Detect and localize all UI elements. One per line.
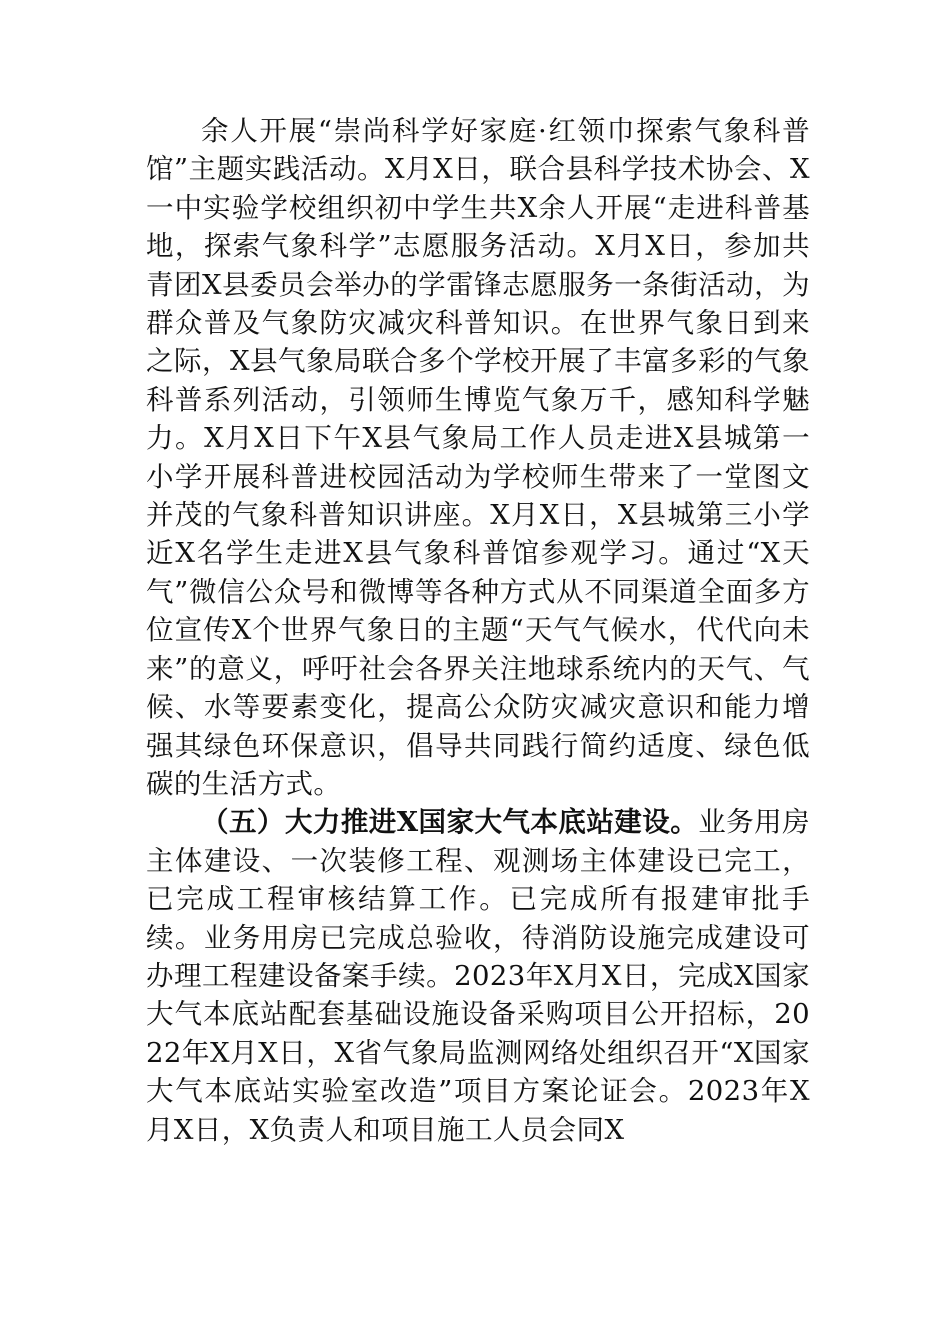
paragraph-text: 业务用房主体建设、一次装修工程、观测场主体建设已完工，已完成工程审核结算工作。已完成所有报建审批手续。业务用房已完成总验收，待消防设施完成建设可办理工程建设备案手续。2023年X月X日，完成X国家大气本底站配套基础设施设备采购项目公开招标，2022年X月X日，X省气象局监测网络处组织召开“X国家大气本底站实验室改造”项目方案论证会。2023年X月X日，X负责人和项目施工人员会同X (146, 806, 810, 1146)
paragraph-science-outreach (146, 112, 810, 803)
document-page (146, 112, 810, 1149)
paragraph-text: 余人开展“崇尚科学好家庭·红领巾探索气象科普馆”主题实践活动。X月X日，联合县科学技术协会、X一中实验学校组织初中学生共X余人开展“走进科普基地，探索气象科学”志愿服务活动。X月X日，参加共青团X县委员会举办的学雷锋志愿服务一条街活动，为群众普及气象防灾减灾科普知识。在世界气象日到来之际，X县气象局联合多个学校开展了丰富多彩的气象科普系列活动，引领师生博览气象万千，感知科学魅力。X月X日下午X县气象局工作人员走进X县城第一小学开展科普进校园活动为学校师生带来了一堂图文并茂的气象科普知识讲座。X月X日，X县城第三小学近X名学生走进X县气象科普馆参观学习。通过“X天气”微信公众号和微博等各种方式从不同渠道全面多方位宣传X个世界气象日的主题“天气气候水，代代向未来”的意义，呼吁社会各界关注地球系统内的天气、气候、水等要素变化，提高公众防灾减灾意识和能力增强其绿色环保意识，倡导共同践行简约适度、绿色低碳的生活方式。 (146, 115, 810, 800)
paragraph-baseline-station (146, 803, 810, 1149)
section-heading: （五）大力推进X国家大气本底站建设。 (201, 806, 699, 839)
